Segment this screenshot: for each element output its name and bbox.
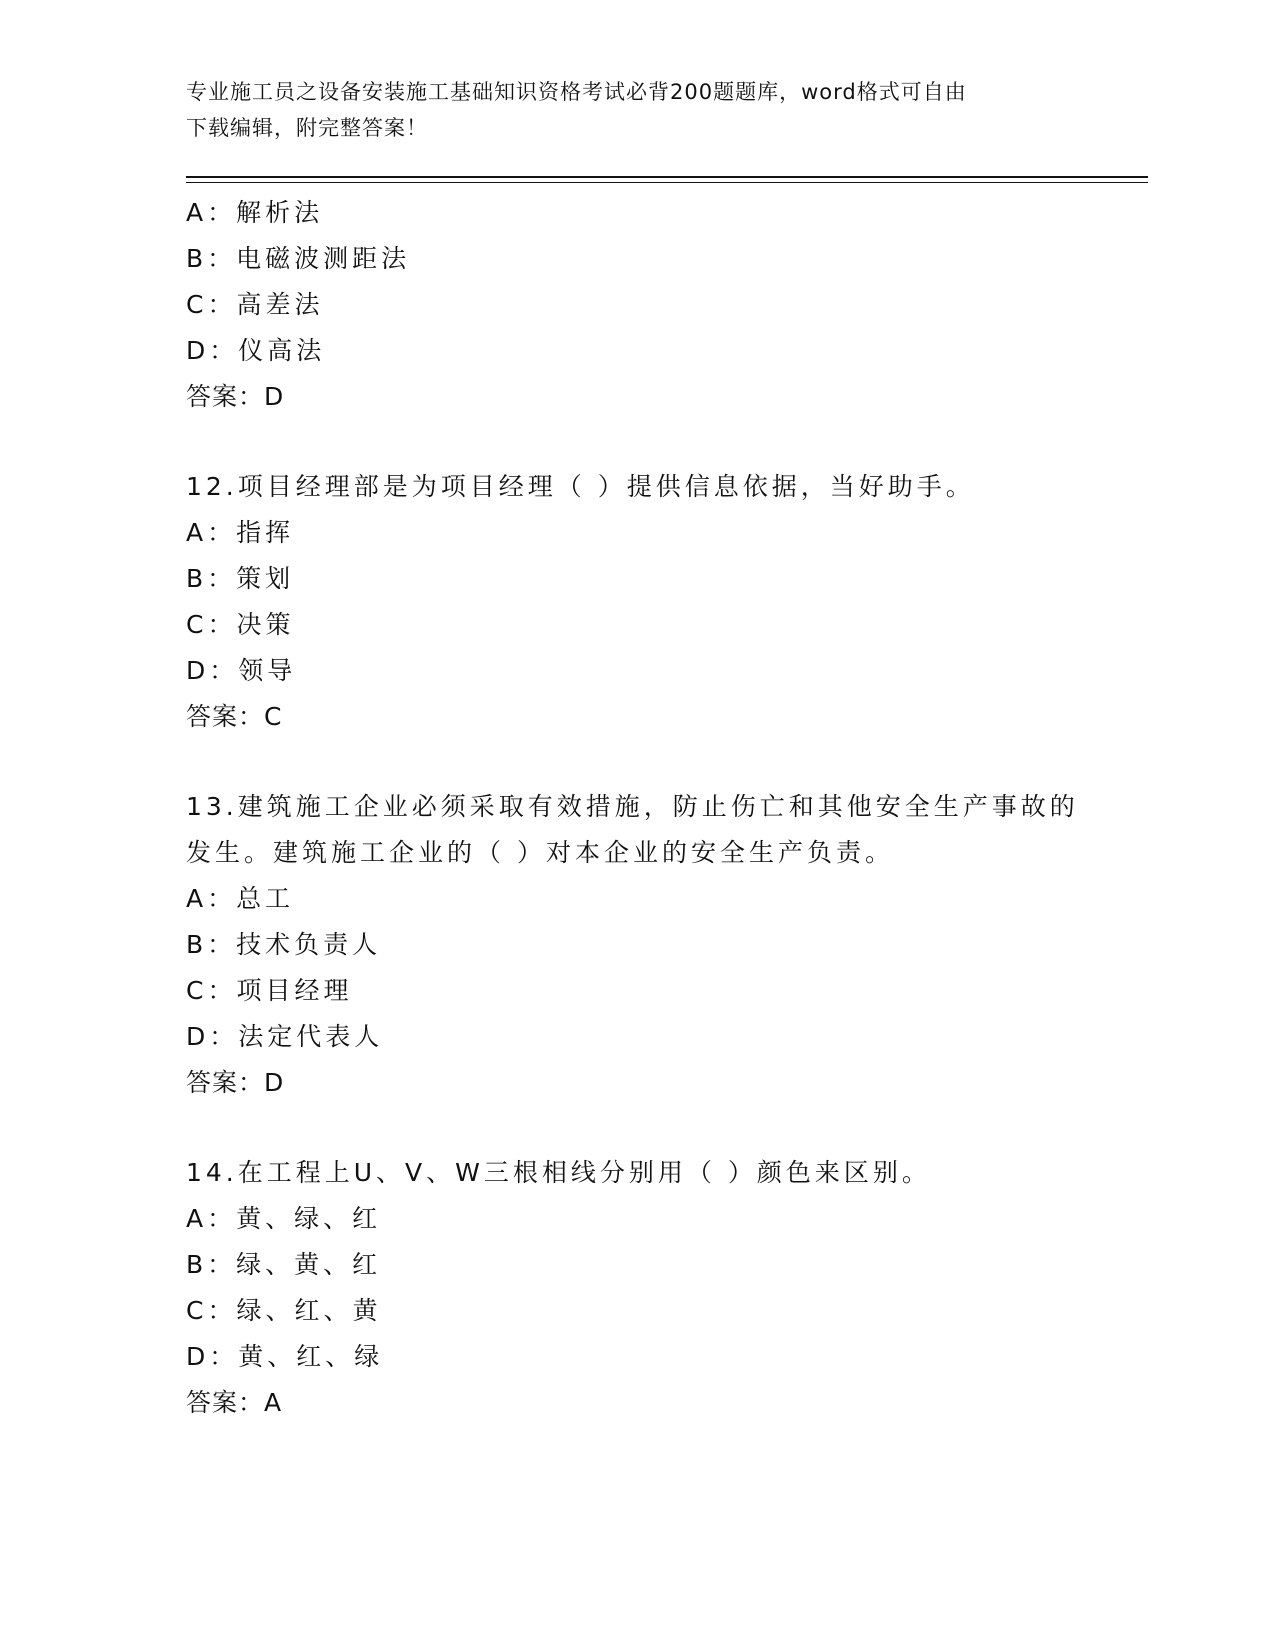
option-b: B：策划 bbox=[186, 564, 295, 593]
answer: 答案：D bbox=[186, 1068, 285, 1097]
option-d: D：法定代表人 bbox=[186, 1022, 384, 1051]
question-13 bbox=[186, 784, 1106, 1106]
question-text-line-2: 发生。建筑施工企业的（ ）对本企业的安全生产负责。 bbox=[186, 838, 894, 867]
question-12 bbox=[186, 464, 1106, 740]
header-title-line-1: 专业施工员之设备安装施工基础知识资格考试必背200题题库，word格式可自由 bbox=[186, 80, 967, 104]
option-c: C：项目经理 bbox=[186, 976, 353, 1005]
question-list bbox=[186, 190, 1106, 1426]
answer: 答案：D bbox=[186, 382, 285, 411]
question-text: 14.在工程上U、V、W三根相线分别用（ ）颜色来区别。 bbox=[186, 1158, 931, 1187]
option-a: A：指挥 bbox=[186, 518, 295, 547]
option-c: C：决策 bbox=[186, 610, 295, 639]
option-b: B：电磁波测距法 bbox=[186, 244, 411, 273]
option-d: D：黄、红、绿 bbox=[186, 1342, 384, 1371]
option-d: D：领导 bbox=[186, 656, 297, 685]
spacer bbox=[186, 740, 1106, 784]
option-d: D：仪高法 bbox=[186, 336, 326, 365]
option-a: A：解析法 bbox=[186, 198, 324, 227]
option-b: B：绿、黄、红 bbox=[186, 1250, 382, 1279]
option-a: A：黄、绿、红 bbox=[186, 1204, 382, 1233]
spacer bbox=[186, 420, 1106, 464]
question-11 bbox=[186, 190, 1106, 420]
answer: 答案：A bbox=[186, 1388, 283, 1417]
document-header bbox=[186, 74, 1066, 146]
header-divider-thin bbox=[186, 182, 1148, 183]
option-c: C：绿、红、黄 bbox=[186, 1296, 382, 1325]
header-title-line-2: 下载编辑，附完整答案！ bbox=[186, 116, 428, 140]
header-divider-thick bbox=[186, 176, 1148, 178]
question-14 bbox=[186, 1150, 1106, 1426]
question-text: 12.项目经理部是为项目经理（ ）提供信息依据，当好助手。 bbox=[186, 472, 975, 501]
question-text-line-1: 13.建筑施工企业必须采取有效措施，防止伤亡和其他安全生产事故的 bbox=[186, 792, 1079, 821]
option-c: C：高差法 bbox=[186, 290, 324, 319]
option-a: A：总工 bbox=[186, 884, 295, 913]
answer: 答案：C bbox=[186, 702, 283, 731]
option-b: B：技术负责人 bbox=[186, 930, 382, 959]
spacer bbox=[186, 1106, 1106, 1150]
